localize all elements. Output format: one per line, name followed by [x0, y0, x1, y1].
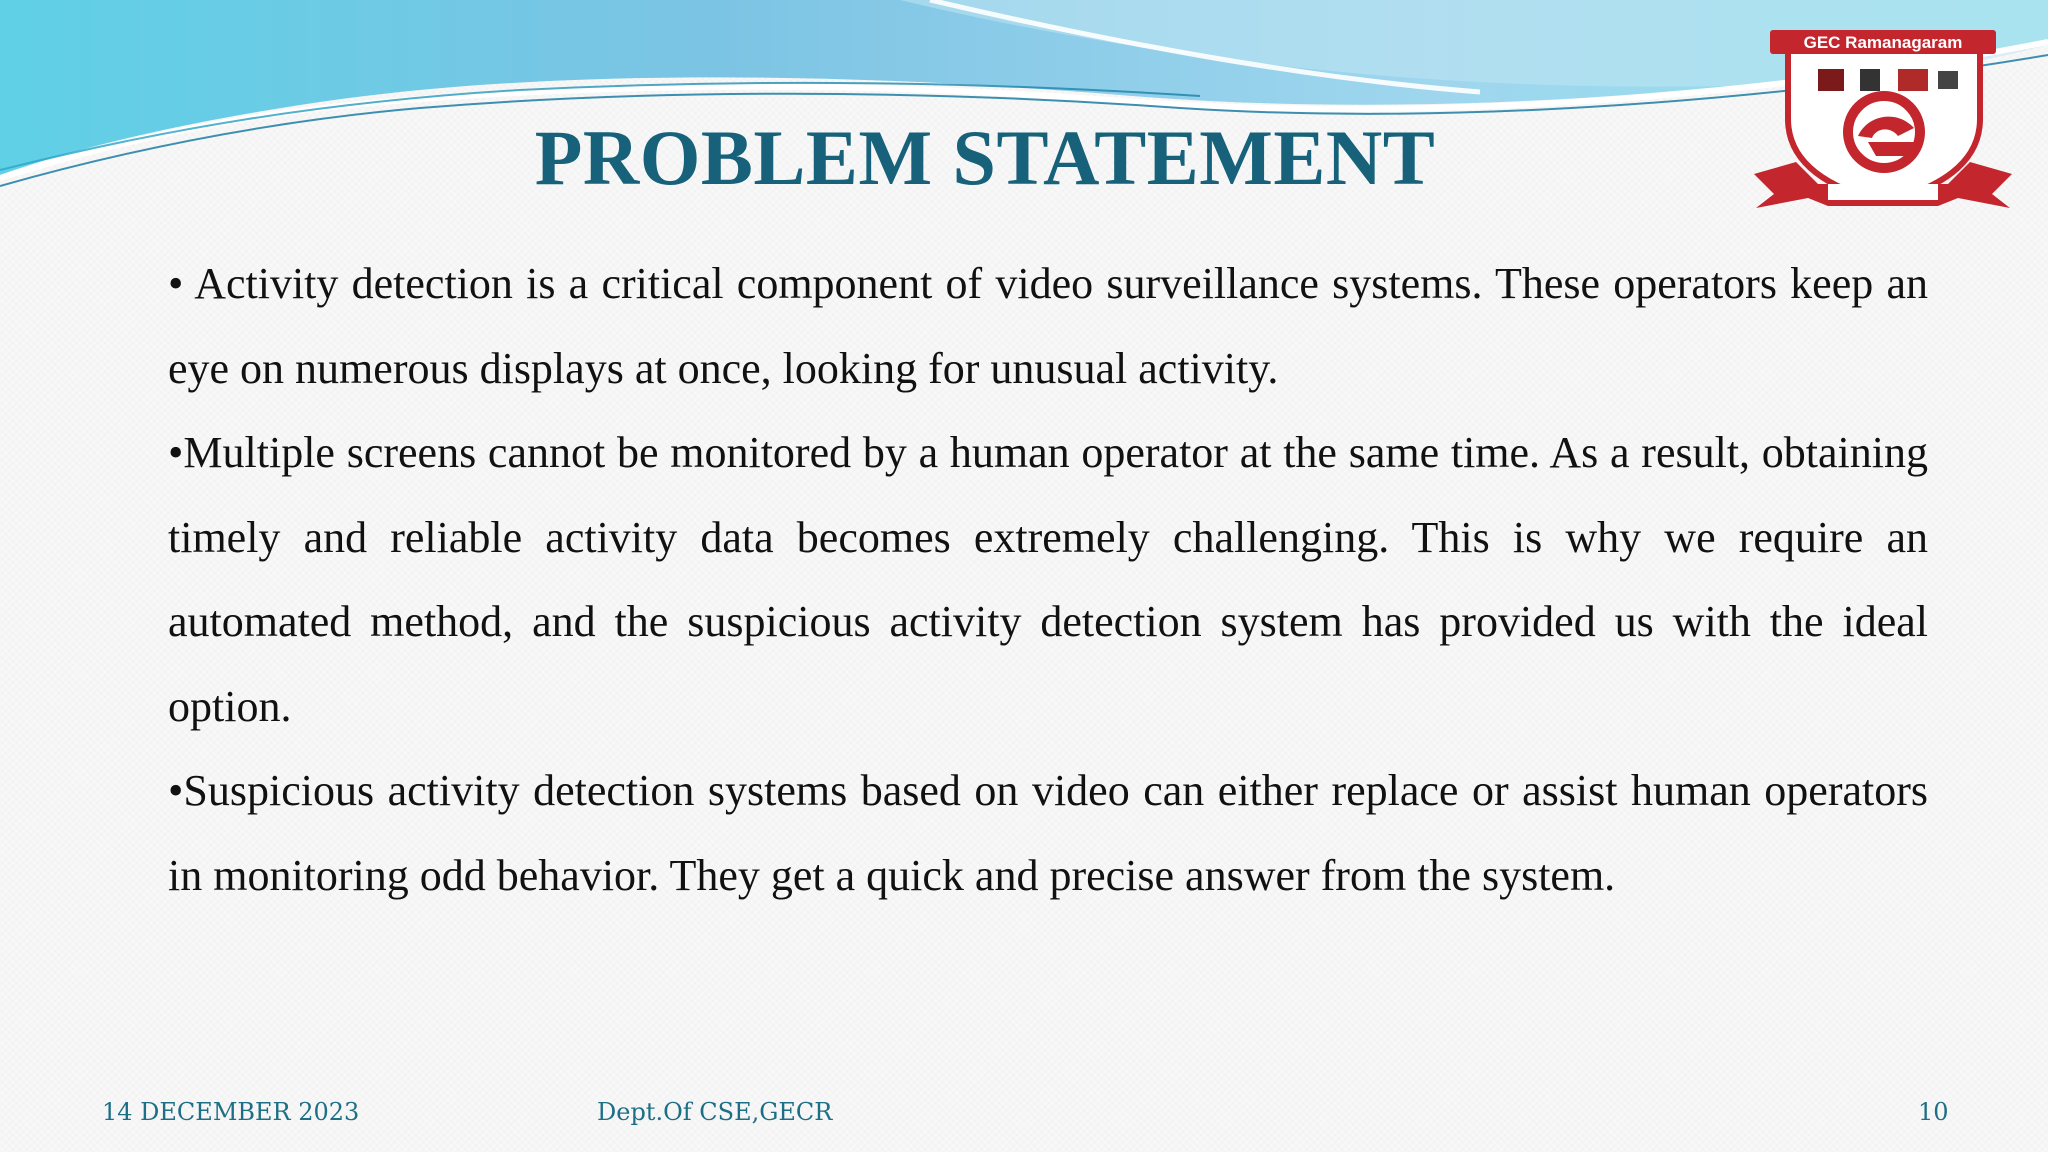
footer-department: Dept.Of CSE,GECR — [597, 1098, 833, 1126]
bullet-point-2: •Multiple screens cannot be monitored by a human operator at the same time. As a result, obtaining timely and reliable activity data becomes extremely challenging. This is why we require an automated method, and the suspicious activity detection system has provided us with the ideal option. — [168, 428, 1928, 731]
bullet-point-1: • Activity detection is a critical component of video surveillance systems. These operators keep an eye on numerous displays at once, looking for unusual activity. — [168, 259, 1928, 393]
slide-title: PROBLEM STATEMENT — [534, 114, 1436, 201]
footer-date: 14 DECEMBER 2023 — [102, 1098, 360, 1126]
logo-banner-text: GEC Ramanagaram — [1803, 33, 1963, 52]
page-number: 10 — [1918, 1098, 1949, 1126]
bullet-point-3: •Suspicious activity detection systems based on video can either replace or assist human operators in monitoring odd behavior. They get a quick and precise answer from the system. — [168, 766, 1928, 900]
college-logo-icon — [1748, 24, 2018, 214]
problem-statement-body — [168, 242, 1928, 918]
